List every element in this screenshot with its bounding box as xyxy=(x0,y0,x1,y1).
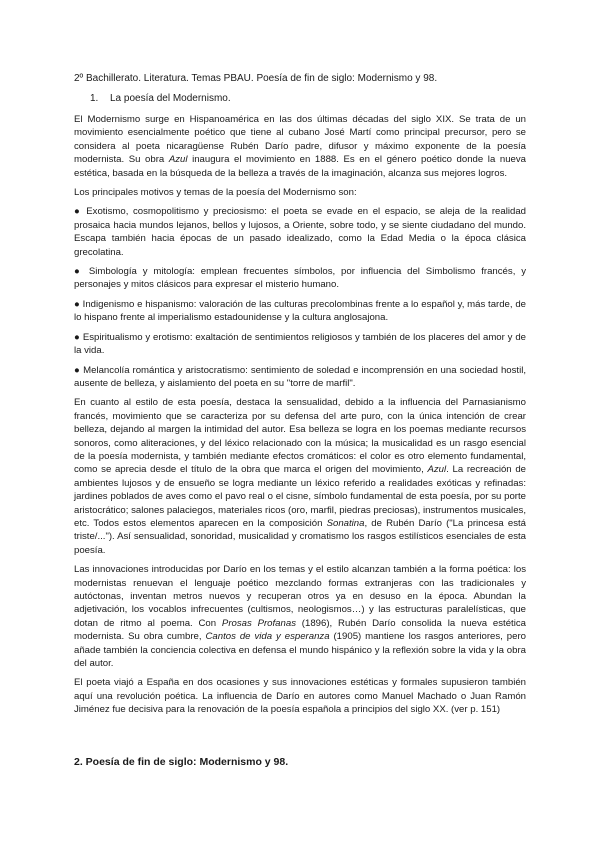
section-1-number: 1. xyxy=(90,93,99,104)
style-text-3: , de Rubén Darío ("La princesa está triste/..."). Así sensualidad, sonoridad, musicalidad y cromatismo los rasgos estilísticos esenciales de esta poesía. xyxy=(74,517,527,556)
bullet-dot: ● xyxy=(74,364,81,376)
style-work-title-2: Sonatina xyxy=(326,517,365,529)
section-1-label: La poesía del Modernismo. xyxy=(110,93,231,104)
innovations-paragraph xyxy=(74,563,526,670)
innovations-text-2: (1896), Rubén Darío consolida la nueva estética modernista. Su obra cumbre, xyxy=(74,617,526,643)
spain-paragraph: El poeta viajó a España en dos ocasiones y sus innovaciones estéticas y formales supusieron también aquí una revolución poética. La influencia de Darío en autores como Manuel Machado o Juan Ramón Jiménez fue decisiva para la renovación de la poesía española a principios del siglo XX. (ver p. 151) xyxy=(74,677,526,716)
bullet-dot: ● xyxy=(74,206,82,218)
bullet-item xyxy=(74,265,526,292)
section-1-title xyxy=(90,92,526,105)
style-work-title-1: Azul xyxy=(427,464,447,476)
intro-work-title: Azul xyxy=(168,154,188,166)
bullet-dot: ● xyxy=(74,266,83,278)
bullet-item xyxy=(74,298,526,325)
bullet-item xyxy=(74,331,526,358)
bullet-text: Exotismo, cosmopolitismo y preciosismo: el poeta se evade en el espacio, se aleja de la realidad prosaica hacia mundos lejanos, bellos y lujosos, a Oriente, sobre todo, y se siente ciudadano del mundo. Escapa también hacia épocas de un pasado idealizado, como la Edad Media o la época clásica grecolatina. xyxy=(74,206,526,258)
bullet-text: Espiritualismo y erotismo: exaltación de sentimientos religiosos y también de los placeres del amor y de la vida. xyxy=(74,331,526,357)
bullet-item xyxy=(74,364,526,391)
bullet-text: Melancolía romántica y aristocratismo: sentimiento de soledad e incomprensión en una sociedad hostil, ausente de belleza, y aislamiento del poeta en su "torre de marfil". xyxy=(74,364,527,389)
bullet-dot: ● xyxy=(74,331,80,343)
bullet-dot: ● xyxy=(74,298,80,310)
style-text-2: . La recreación de ambientes lujosos y de ensueño se logra mediante un léxico referido a realidades exóticas y refinadas: jardines poblados de aves como el pavo real o el cisne, símbolo fundamental de esta poesía, por su porte aristocrático; salones palaciegos, materiales ricos (oro, marfil, piedras preciosas), instrumentos musicales, etc. Todos estos elementos aparecen en la composición xyxy=(74,464,526,529)
bullet-text: Simbología y mitología: emplean frecuentes símbolos, por influencia del Simbolismo francés, y personajes y mitos clásicos para expresar el misterio humano. xyxy=(74,266,527,291)
innovations-text-1: Las innovaciones introducidas por Darío en los temas y el estilo alcanzan también a la forma poética: los modernistas renuevan el lenguaje poético mezclando formas extranjeras con las tradicionales y autóctonas, inventan metros nuevos y recuperan otros ya en desuso en la época. Abundan la adjetivación, los vocablos infrecuentes (cultismos, neologismos…) y las estructuras paralelísticas, que dotan de ritmo al poema. Con xyxy=(74,564,526,629)
innovations-work-title-2: Cantos de vida y esperanza xyxy=(205,631,330,643)
themes-intro: Los principales motivos y temas de la poesía del Modernismo son: xyxy=(74,187,357,199)
intro-text-2: inaugura el movimiento en 1888. Es en el género poético donde la nueva estética, basada en la búsqueda de la belleza a través de la imaginación, alcanza sus mejores logros. xyxy=(74,154,526,179)
innovations-text-3: (1905) mantiene los rasgos anteriores, pero añade también la conciencia colectiva en defensa el mundo hispánico y la reflexión sobre la vida y la obra del autor. xyxy=(74,631,526,670)
innovations-work-title-1: Prosas Profanas xyxy=(221,617,296,629)
document-header: 2º Bachillerato. Literatura. Temas PBAU. Poesía de fin de siglo: Modernismo y 98. xyxy=(74,73,438,84)
style-text-1: En cuanto al estilo de esta poesía, destaca la sensualidad, debido a la influencia del Parnasianismo francés, movimiento que se caracteriza por su defensa del arte puro, con la única intención de crear belleza, dejando al margen la intimidad del autor. Esa belleza se logra en los poemas mediante recursos sonoros, como aliteraciones, y del léxico relacionado con la música; la musicalidad es un rasgo esencial de la poesía modernista, y también mediante efectos cromáticos: el color es otro elemento fundamental, como se aprecia desde el título de la obra que marca el origen del movimiento, xyxy=(74,397,526,476)
page-content xyxy=(74,72,526,723)
bullet-text: Indigenismo e hispanismo: valoración de las culturas precolombinas frente a lo español y, más tarde, de lo hispano frente al imperialismo estadounidense y la cultura anglosajona. xyxy=(74,298,526,324)
style-paragraph xyxy=(74,396,526,557)
intro-text-1: El Modernismo surge en Hispanoamérica en las dos últimas décadas del siglo XIX. Se trata de un movimiento esencialmente poético que tiene al cubano José Martí como principal precursor, pero se considera al poeta nicaragüense Rubén Darío padre, difusor y máximo exponente de la poesía modernista. Su obra xyxy=(74,114,526,166)
bullet-item xyxy=(74,205,526,259)
section-2-title: 2. Poesía de fin de siglo: Modernismo y 98. xyxy=(74,756,289,768)
intro-paragraph xyxy=(74,113,526,180)
